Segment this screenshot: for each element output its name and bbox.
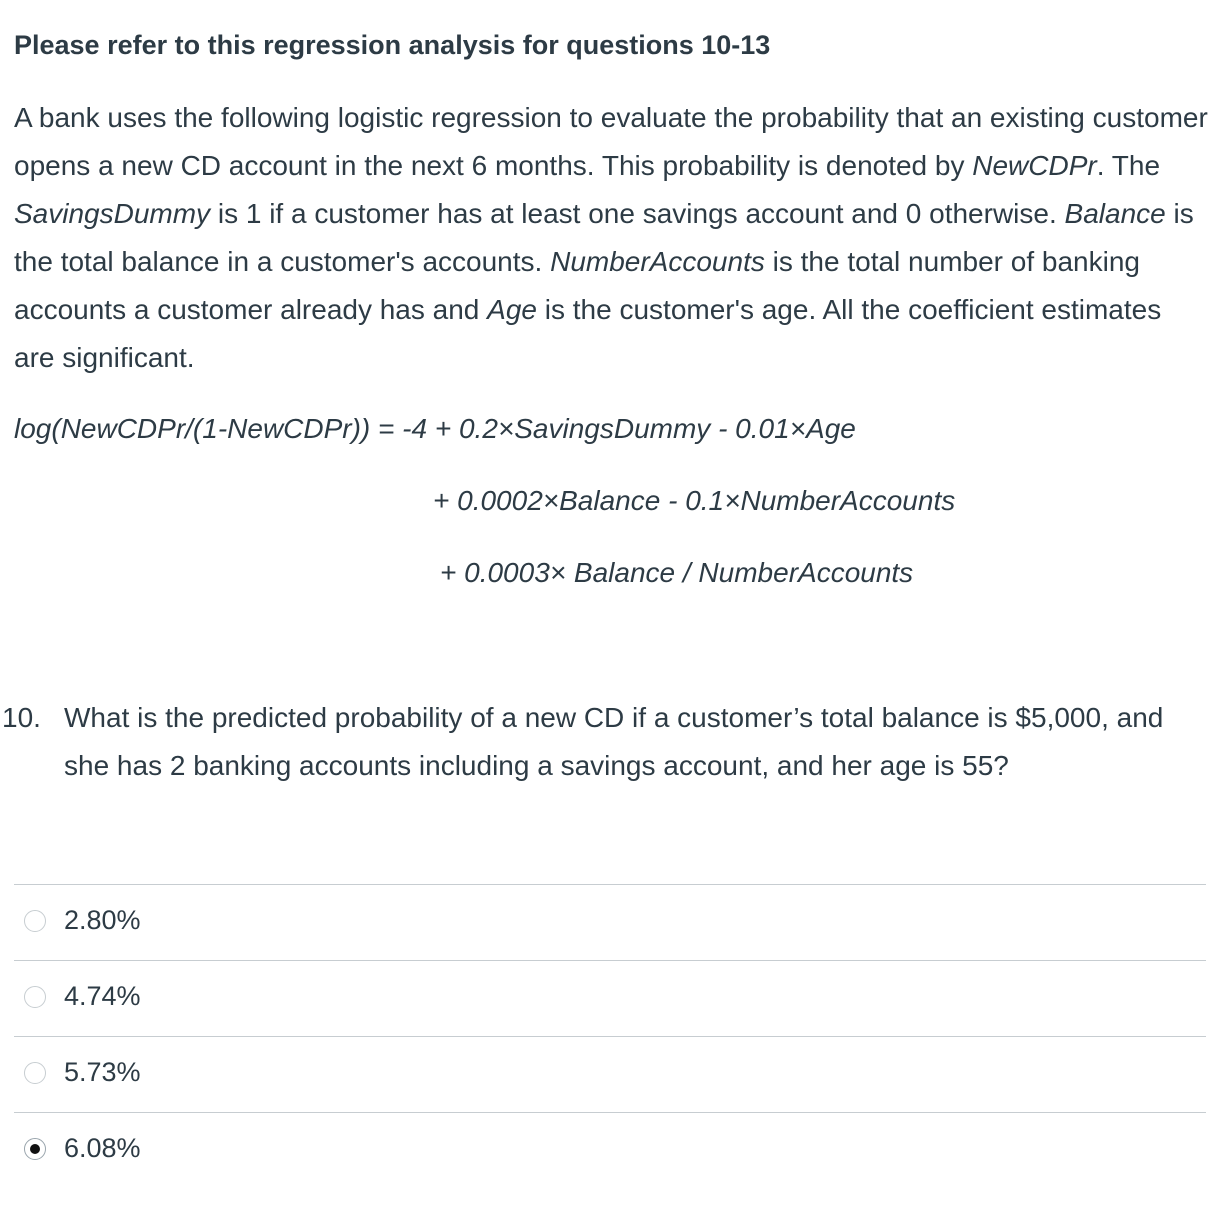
intro-text-5: is the total number of banking accounts a customer already has and [14, 246, 1140, 325]
equation-line-2: + 0.0002×Balance - 0.1×NumberAccounts [433, 485, 956, 516]
answer-label: 5.73% [64, 1057, 141, 1087]
section-heading: Please refer to this regression analysis for questions 10-13 [14, 30, 771, 60]
radio-button[interactable] [24, 1062, 46, 1084]
answer-option[interactable] [14, 884, 1206, 960]
intro-text-4: is the total balance in a customer's accounts. [14, 198, 1194, 277]
intro-text-1: A bank uses the following logistic regression to evaluate the probability that an existing customer opens a new CD account in the next 6 months. This probability is denoted by [14, 102, 1208, 181]
var-savingsdummy: SavingsDummy [14, 198, 211, 229]
answer-option[interactable] [14, 1112, 1206, 1188]
answer-label: 2.80% [64, 905, 141, 935]
question-text: What is the predicted probability of a new CD if a customer’s total balance is $5,000, and she has 2 banking accounts including a savings account, and her age is 55? [64, 702, 1164, 781]
equation-line-1: log(NewCDPr/(1-NewCDPr)) = -4 + 0.2×SavingsDummy - 0.01×Age [14, 413, 856, 444]
intro-paragraph [14, 94, 1209, 382]
answer-label: 6.08% [64, 1133, 141, 1163]
radio-button[interactable] [24, 1138, 46, 1160]
intro-text-6: is the customer's age. All the coefficient estimates are significant. [14, 294, 1162, 373]
intro-text-3: is 1 if a customer has at least one savings account and 0 otherwise. [210, 198, 1065, 229]
radio-button[interactable] [24, 910, 46, 932]
intro-text-2: . The [1096, 150, 1161, 181]
answer-option[interactable] [14, 1036, 1206, 1112]
question-number: 10. [2, 702, 41, 733]
answer-option[interactable] [14, 960, 1206, 1036]
var-balance: Balance [1064, 198, 1166, 229]
equation-line-3: + 0.0003× Balance / NumberAccounts [440, 557, 914, 588]
var-newcdpr: NewCDPr [972, 150, 1097, 181]
radio-button[interactable] [24, 986, 46, 1008]
var-age: Age [487, 294, 537, 325]
answer-list [14, 884, 1206, 1188]
var-numberaccounts: NumberAccounts [550, 246, 765, 277]
answer-label: 4.74% [64, 981, 141, 1011]
